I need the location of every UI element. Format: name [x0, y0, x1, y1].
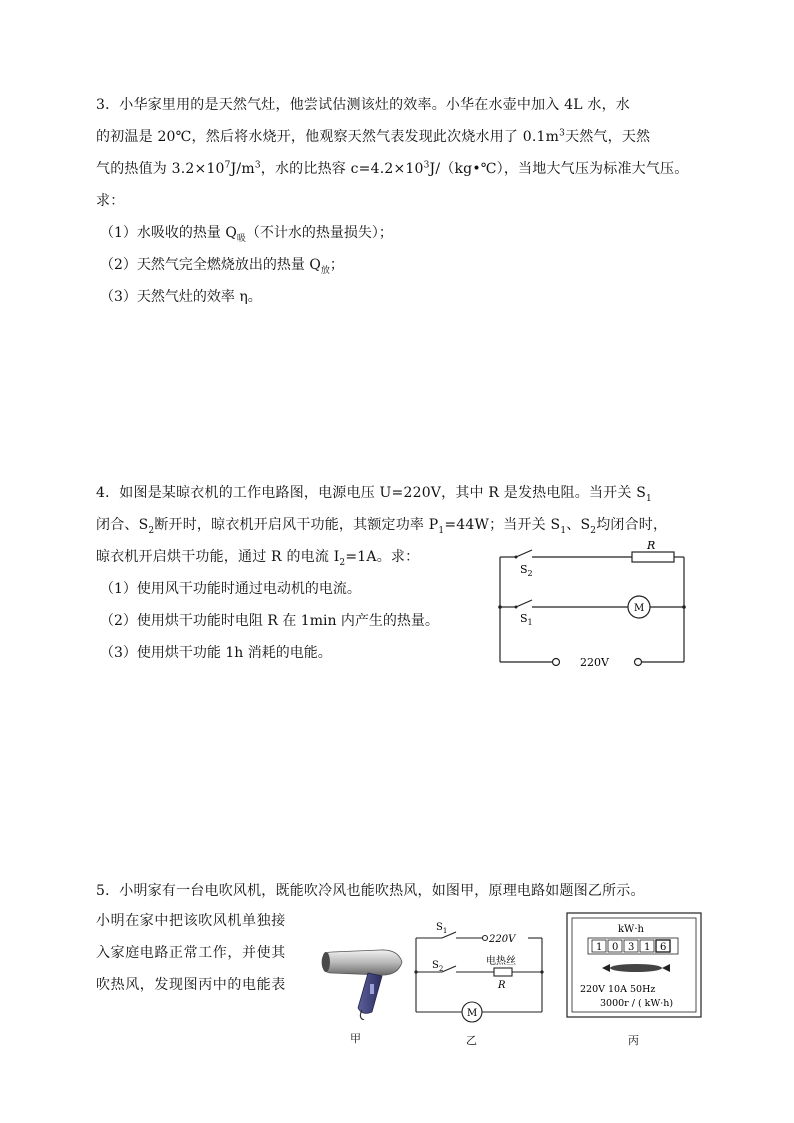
q5-switch-s1-label: $S_1$	[436, 922, 448, 935]
q3-part-3: （3）天然气灶的效率 η。	[100, 289, 262, 305]
q4-switch-s2-label: $S_2$	[520, 563, 533, 578]
meter-spec: 220V 10A 50Hz	[580, 984, 656, 995]
meter-unit: kW·h	[618, 924, 644, 935]
q4-part-3: （3）使用烘干功能 1h 消耗的电能。	[100, 645, 332, 661]
meter-digit: 3	[628, 942, 635, 953]
caption-bing: 丙	[628, 1034, 639, 1047]
q5-line-1: 5．小明家有一台电吹风机，既能吹冷风也能吹热风，如图甲，原理电路如题图乙所示。	[96, 883, 645, 899]
hair-dryer-illustration	[318, 940, 408, 1020]
q4-line-2: 闭合、$S_2$断开时，晾衣机开启风干功能，其额定功率 $P_1=44W$；当开关 $S_1$、$S_2$均闭合时，	[96, 517, 668, 536]
q5-motor-label: M	[467, 1008, 478, 1019]
q5-voltage-label: 220V	[489, 934, 516, 945]
q3-line-3: 气的热值为 $3.2\times 10^7J/m^3$，水的比热容 $c=4.2\times 10^3J/(kg•℃)$，当地大气压为标准大气压。	[96, 160, 689, 177]
q4-line-3: 晾衣机开启烘干功能，通过 R 的电流 $I_2=1A$。求：	[96, 549, 420, 568]
q3-line-4: 求：	[96, 193, 125, 209]
q5-line-3: 入家庭电路正常工作，并使其	[96, 945, 286, 961]
q5-circuit-diagram	[410, 918, 550, 1026]
q3-line-2: 的初温是 20℃，然后将水烧开，他观察天然气表发现此次烧水用了 $0.1m^3$天然气，天然	[96, 128, 651, 145]
meter-rate: 3000r / ( kW·h)	[600, 998, 674, 1009]
q5-line-2: 小明在家中把该吹风机单独接	[96, 913, 286, 929]
q4-part-2: （2）使用烘干功能时电阻 R 在 1min 内产生的热量。	[100, 613, 439, 629]
q3-line-1: 3．小华家里用的是天然气灶，他尝试估测该灶的效率。小华在水壶中加入 4L 水，水	[96, 97, 631, 113]
meter-digit: 1	[644, 942, 651, 953]
q5-switch-s2-label: $S_2$	[432, 960, 444, 973]
electricity-meter	[566, 912, 702, 1018]
caption-jia: 甲	[350, 1032, 361, 1045]
q4-circuit-diagram	[494, 536, 690, 670]
q3-part-1: （1）水吸收的热量 $Q_吸$（不计水的热量损失）；	[100, 225, 393, 244]
q4-part-1: （1）使用风干功能时通过电动机的电流。	[100, 581, 361, 597]
q5-line-4: 吹热风，发现图丙中的电能表	[96, 977, 286, 993]
caption-yi: 乙	[466, 1034, 477, 1047]
q4-switch-s1-label: $S_1$	[520, 612, 533, 627]
q3-part-2: （2）天然气完全燃烧放出的热量 $Q_放$；	[100, 257, 344, 276]
q4-voltage-label: 220V	[580, 656, 609, 669]
q4-motor-label: M	[634, 603, 645, 614]
meter-digit: 6	[660, 942, 667, 953]
q5-heater-label: 电热丝	[486, 956, 516, 967]
q4-resistor-label: R	[647, 539, 656, 552]
meter-digit: 0	[612, 942, 619, 953]
q4-line-1: 4．如图是某晾衣机的工作电路图，电源电压 U=220V，其中 R 是发热电阻。当开关 $S_1$	[96, 485, 652, 504]
q5-resistor-label: R	[498, 980, 506, 991]
meter-digit: 1	[596, 942, 603, 953]
